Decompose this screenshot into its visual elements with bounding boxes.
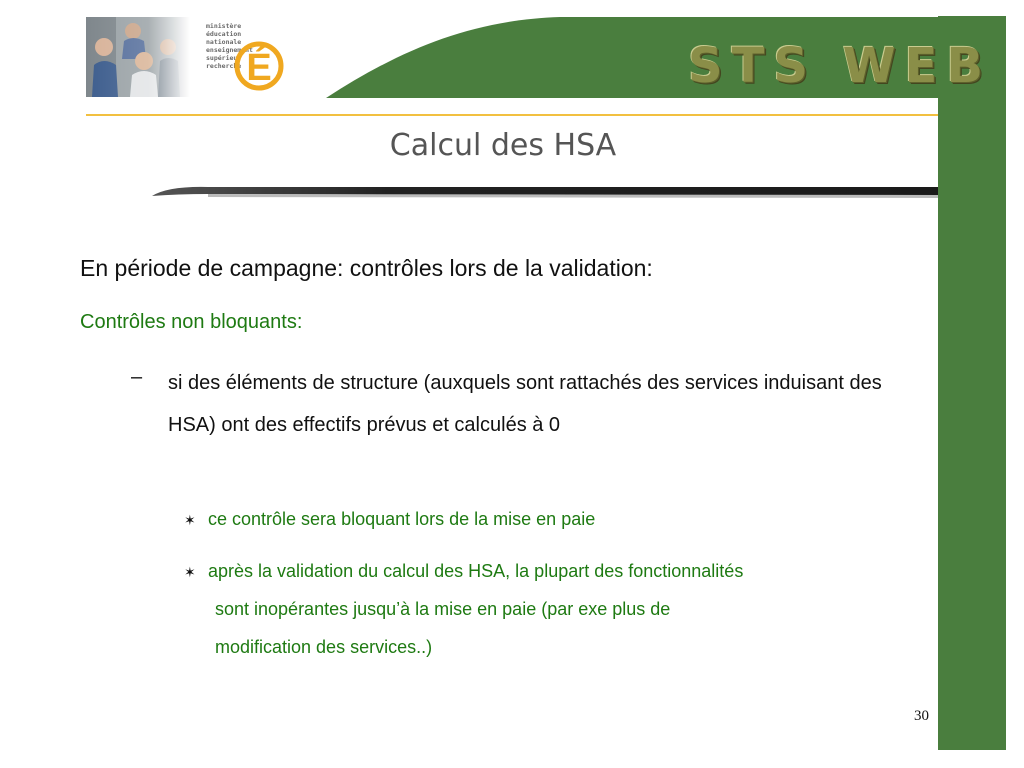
title-underline-swoosh bbox=[148, 182, 948, 204]
ministere-line: recherche bbox=[206, 62, 242, 70]
sts-web-brand: STS WEB bbox=[688, 38, 992, 94]
star-bullet-icon: ✶ bbox=[184, 564, 196, 580]
ministere-line: nationale bbox=[206, 38, 242, 46]
ministere-line: éducation bbox=[206, 30, 242, 38]
svg-text:É: É bbox=[246, 47, 272, 89]
bullet-text: si des éléments de structure (auxquels sont rattachés des services induisant des HSA) ont des effectifs prévus et calculés à 0 bbox=[168, 372, 882, 436]
star-bullet-icon: ✶ bbox=[184, 512, 196, 528]
sub-bullet-item: ce contrôle sera bloquant lors de la mise en paie bbox=[208, 509, 596, 529]
right-green-bar bbox=[938, 16, 1006, 750]
ministere-line: enseignement bbox=[206, 46, 253, 54]
ministere-logo-icon bbox=[231, 30, 287, 94]
sub-bullet-item: après la validation du calcul des HSA, la plupart des fonctionnalités bbox=[208, 561, 744, 581]
sub-bullet-item-continued: sont inopérantes jusqu’à la mise en paie (par exe plus de bbox=[215, 599, 671, 619]
page-number: 30 bbox=[914, 708, 929, 724]
campaign-intro: En période de campagne: contrôles lors de la validation: bbox=[80, 255, 653, 281]
ministere-line: supérieur bbox=[206, 54, 242, 62]
slide-title: Calcul des HSA bbox=[389, 128, 617, 163]
students-photo bbox=[86, 17, 190, 97]
header-divider bbox=[86, 114, 938, 116]
sub-bullet-item-continued: modification des services..) bbox=[215, 637, 433, 657]
bullet-dash: – bbox=[131, 366, 143, 388]
ministere-line: ministère bbox=[206, 22, 242, 30]
non-blocking-controls-heading: Contrôles non bloquants: bbox=[80, 311, 303, 333]
